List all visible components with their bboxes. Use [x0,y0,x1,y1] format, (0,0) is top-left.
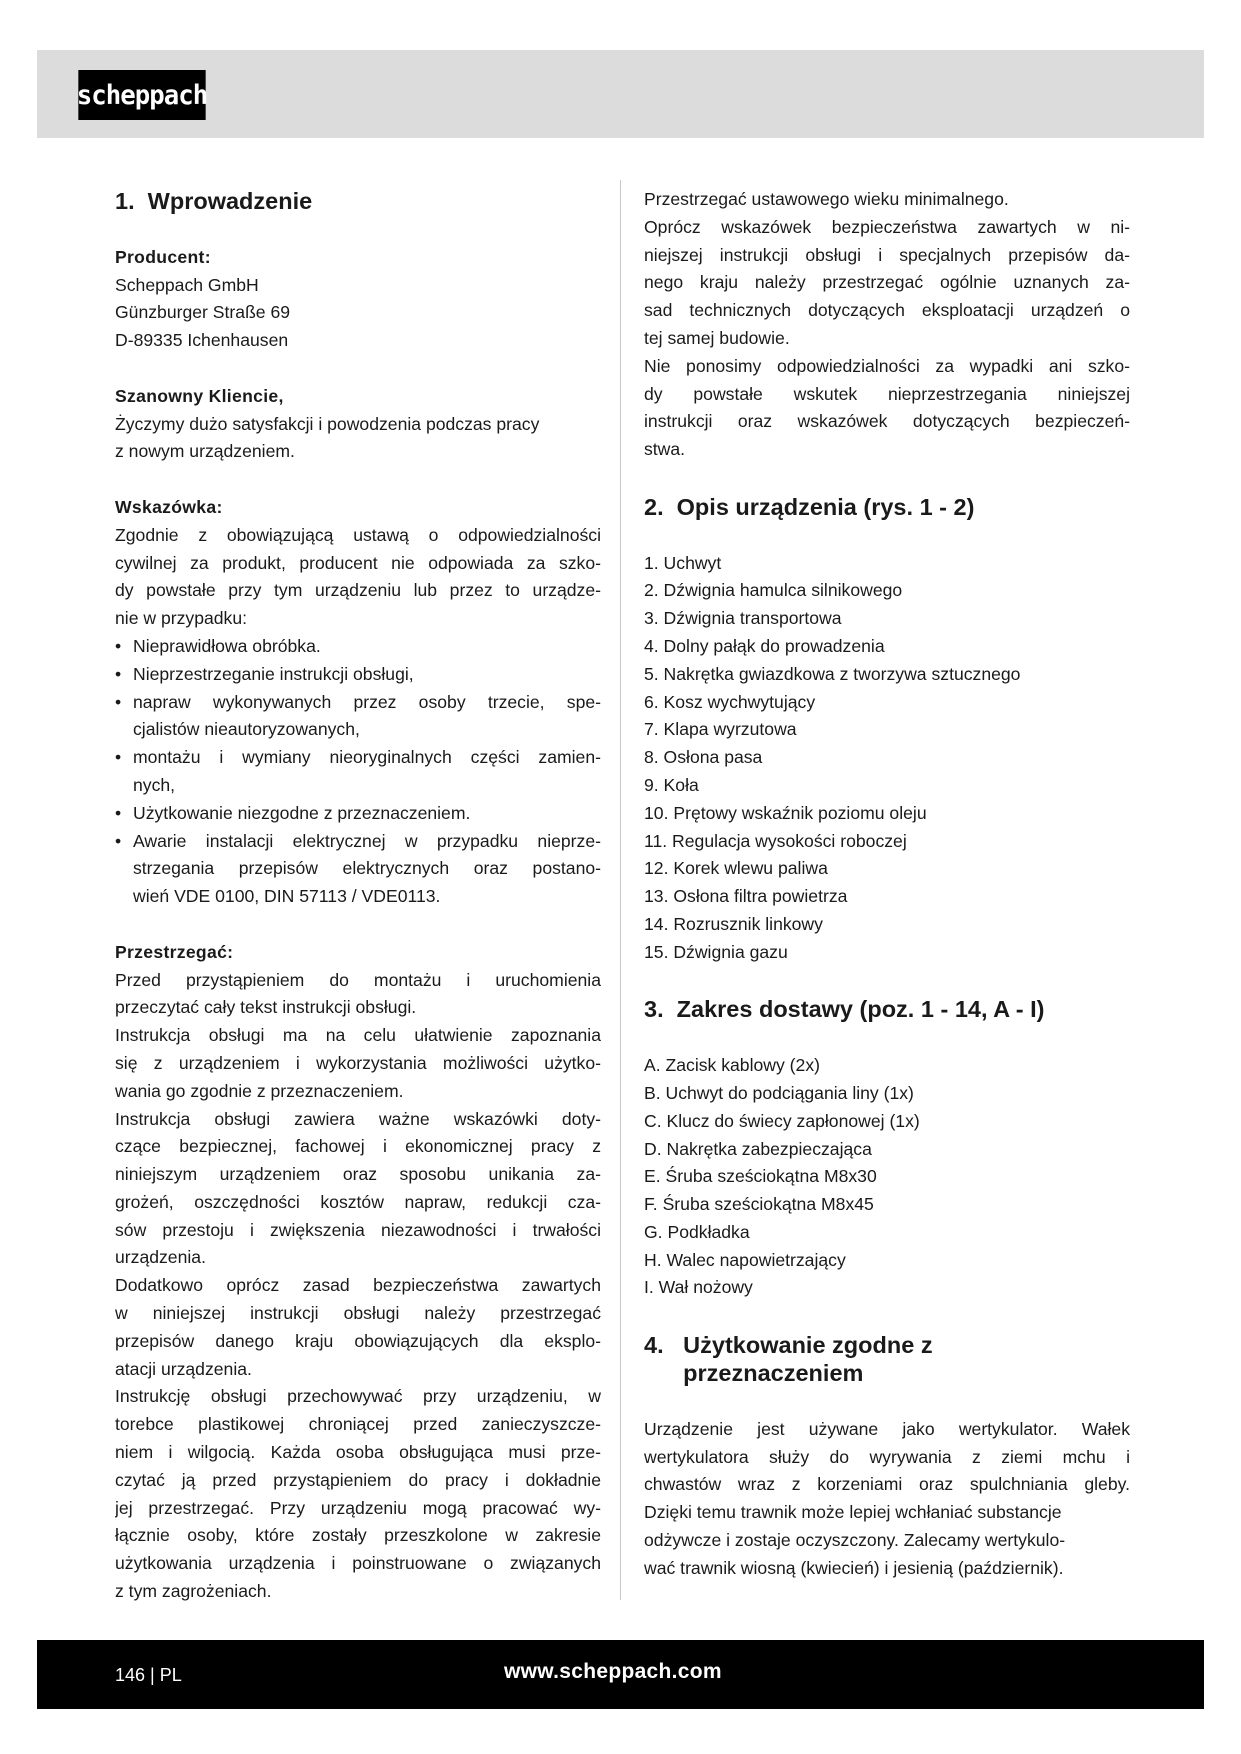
page-header [37,50,1204,138]
spacer [644,522,1130,550]
text-line: 3. Dźwignia transportowa [644,608,842,629]
text-line: B. Uchwyt do podciągania liny (1x) [644,1082,914,1103]
text-line: 13. Osłona filtra powietrza [644,886,848,907]
bullet-item: • montażu i wymiany nieoryginalnych części zamien- [115,744,601,772]
text-line: stwa. [644,439,686,460]
text-line: torebce plastikowej chroniącej przed zanieczyszcze- [115,1414,601,1435]
spacer [115,466,601,494]
text-line: wania go zgodnie z przeznaczeniem. [115,1080,404,1101]
text-line: czące bezpiecznej, fachowej i ekonomicznej pracy z [115,1136,601,1157]
text-line: przeczytać cały tekst instrukcji obsługi. [115,997,417,1018]
text-line: Instrukcja obsługi ma na celu ułatwienie zapoznania [115,1025,601,1046]
text-line: 1. Uchwyt [644,552,722,573]
subheading: Szanowny Kliencie, [115,385,284,406]
bullet-continuation: nych, [133,774,176,795]
section-heading: przeznaczeniem [644,1360,864,1387]
text-line: się z urządzeniem i wykorzystania możliwości użytko- [115,1052,601,1073]
bullet-item: • Nieprawidłowa obróbka. [115,633,601,661]
bullet-item: • napraw wykonywanych przez osoby trzecie, spe- [115,689,601,717]
text-line: C. Klucz do świecy zapłonowej (1x) [644,1110,920,1131]
scheppach-logo: scheppach [78,70,205,120]
text-line: sów przestoju i zwiększenia niezawodności i trwałości [115,1219,601,1240]
text-line: jej przestrzegać. Przy urządzeniu mogą pracować wy- [115,1497,601,1518]
spacer [644,967,1130,995]
subheading: Przestrzegać: [115,941,234,962]
text-line: 14. Rozrusznik linkowy [644,913,823,934]
left-column [115,186,601,1606]
text-line: 4. Dolny pałąk do prowadzenia [644,635,885,656]
text-line: Günzburger Straße 69 [115,302,291,323]
text-line: Przestrzegać ustawowego wieku minimalnego. [644,189,1009,209]
text-line: Scheppach GmbH [115,274,259,295]
text-line: urządzenia. [115,1247,206,1268]
spacer [644,1024,1130,1052]
right-column [644,186,1130,1583]
text-line: niem i wilgocią. Każda osoba obsługująca musi prze- [115,1442,601,1463]
spacer [115,216,601,244]
text-line: Zgodnie z obowiązującą ustawą o odpowiedzialności [115,524,601,545]
text-line: nie w przypadku: [115,608,248,629]
text-line: Życzymy dużo satysfakcji i powodzenia podczas pracy [115,413,540,434]
text-line: grożeń, oszczędności kosztów napraw, redukcji cza- [115,1191,601,1212]
text-line: I. Wał nożowy [644,1277,753,1298]
text-line: H. Walec napowietrzający [644,1249,846,1270]
bullet-item: • Nieprzestrzeganie instrukcji obsługi, [115,661,601,689]
text-line: z tym zagrożeniach. [115,1581,272,1602]
text-line: Urządzenie jest używane jako wertykulator. Wałek [644,1418,1130,1439]
subheading: Wskazówka: [115,496,223,517]
text-line: Przed przystąpieniem do montażu i uruchomienia [115,969,601,990]
spacer [644,464,1130,492]
text-line: 5. Nakrętka gwiazdkowa z tworzywa sztucznego [644,663,1021,684]
text-line: 10. Prętowy wskaźnik poziomu oleju [644,802,927,823]
text-line: 2. Dźwignia hamulca silnikowego [644,580,903,601]
bullet-continuation: strzegania przepisów elektrycznych oraz postano- [133,858,601,879]
text-line: 11. Regulacja wysokości roboczej [644,830,907,851]
text-line: nego kraju należy przestrzegać ogólnie uznanych za- [644,272,1130,293]
text-line: 9. Koła [644,774,699,795]
text-line: łącznie osoby, które zostały przeszkolone w zakresie [115,1525,601,1546]
website-link[interactable]: www.scheppach.com [504,1660,722,1683]
text-line: niniejszym urządzeniem oraz sposobu unikania za- [115,1164,601,1185]
text-line: instrukcji oraz wskazówek dotyczących bezpieczeń- [644,411,1130,432]
text-line: 6. Kosz wychwytujący [644,691,816,712]
bullet-item: • Użytkowanie niezgodne z przeznaczeniem. [115,800,601,828]
text-line: wertykulatora służy do wyrywania z ziemi mchu i [644,1446,1130,1467]
spacer [115,355,601,383]
spacer [115,911,601,939]
spacer [644,1302,1130,1330]
bullet-continuation: wień VDE 0100, DIN 57113 / VDE0113. [133,886,441,907]
text-line: 7. Klapa wyrzutowa [644,719,797,740]
text-line: tej samej budowie. [644,327,790,348]
text-line: Instrukcja obsługi zawiera ważne wskazówki doty- [115,1108,601,1129]
text-line: wać trawnik wiosną (kwiecień) i jesienią (październik). [644,1557,1064,1578]
bullet-item: • Awarie instalacji elektrycznej w przypadku nieprze- [115,828,601,856]
bullet-continuation: cjalistów nieautoryzowanych, [133,719,360,740]
text-line: atacji urządzenia. [115,1358,252,1379]
page-footer [37,1640,1204,1709]
text-line: Nie ponosimy odpowiedzialności za wypadki ani szko- [644,355,1130,376]
text-line: z nowym urządzeniem. [115,441,295,462]
text-line: przepisów danego kraju obowiązujących dla eksplo- [115,1330,601,1351]
text-line: Oprócz wskazówek bezpieczeństwa zawartych w ni- [644,216,1130,237]
page-number: 146 | PL [115,1665,182,1685]
text-line: D. Nakrętka zabezpieczająca [644,1138,872,1159]
text-line: dy powstałe przy tym urządzeniu lub przez to urządze- [115,580,601,601]
section-heading: 4. Użytkowanie zgodne z [644,1332,933,1359]
text-line: 8. Osłona pasa [644,747,763,768]
text-line: Dodatkowo oprócz zasad bezpieczeństwa zawartych [115,1275,601,1296]
text-line: Instrukcję obsługi przechowywać przy urządzeniu, w [115,1386,601,1407]
text-line: czytać ją przed przystąpieniem do pracy i dokładnie [115,1469,601,1490]
text-line: Dzięki temu trawnik może lepiej wchłaniać substancje [644,1502,1062,1523]
text-line: odżywcze i zostaje oczyszczony. Zalecamy wertykulo- [644,1530,1066,1551]
section-heading: 3. Zakres dostawy (poz. 1 - 14, A - I) [644,996,1045,1023]
text-line: cywilnej za produkt, producent nie odpowiada za szko- [115,552,601,573]
spacer [644,1388,1130,1416]
text-line: sad technicznych dotyczących eksploatacji urządzeń o [644,300,1130,321]
text-line: F. Śruba sześciokątna M8x45 [644,1194,874,1215]
text-line: chwastów wraz z korzeniami oraz spulchniania gleby. [644,1474,1130,1495]
text-line: G. Podkładka [644,1221,750,1242]
text-line: 15. Dźwignia gazu [644,941,788,962]
text-line: 12. Korek wlewu paliwa [644,858,828,879]
text-line: użytkowania urządzenia i poinstruowane o związanych [115,1553,601,1574]
text-line: E. Śruba sześciokątna M8x30 [644,1166,877,1187]
text-line: w niniejszej instrukcji obsługi należy przestrzegać [115,1303,601,1324]
text-line: niejszej instrukcji obsługi i specjalnych przepisów da- [644,244,1130,265]
text-line: A. Zacisk kablowy (2x) [644,1055,820,1076]
section-heading: 1. Wprowadzenie [115,188,313,214]
section-heading: 2. Opis urządzenia (rys. 1 - 2) [644,493,975,520]
subheading: Producent: [115,246,211,267]
column-divider [620,180,621,1600]
text-line: D-89335 Ichenhausen [115,330,289,351]
text-line: dy powstałe wskutek nieprzestrzegania niniejszej [644,383,1130,404]
